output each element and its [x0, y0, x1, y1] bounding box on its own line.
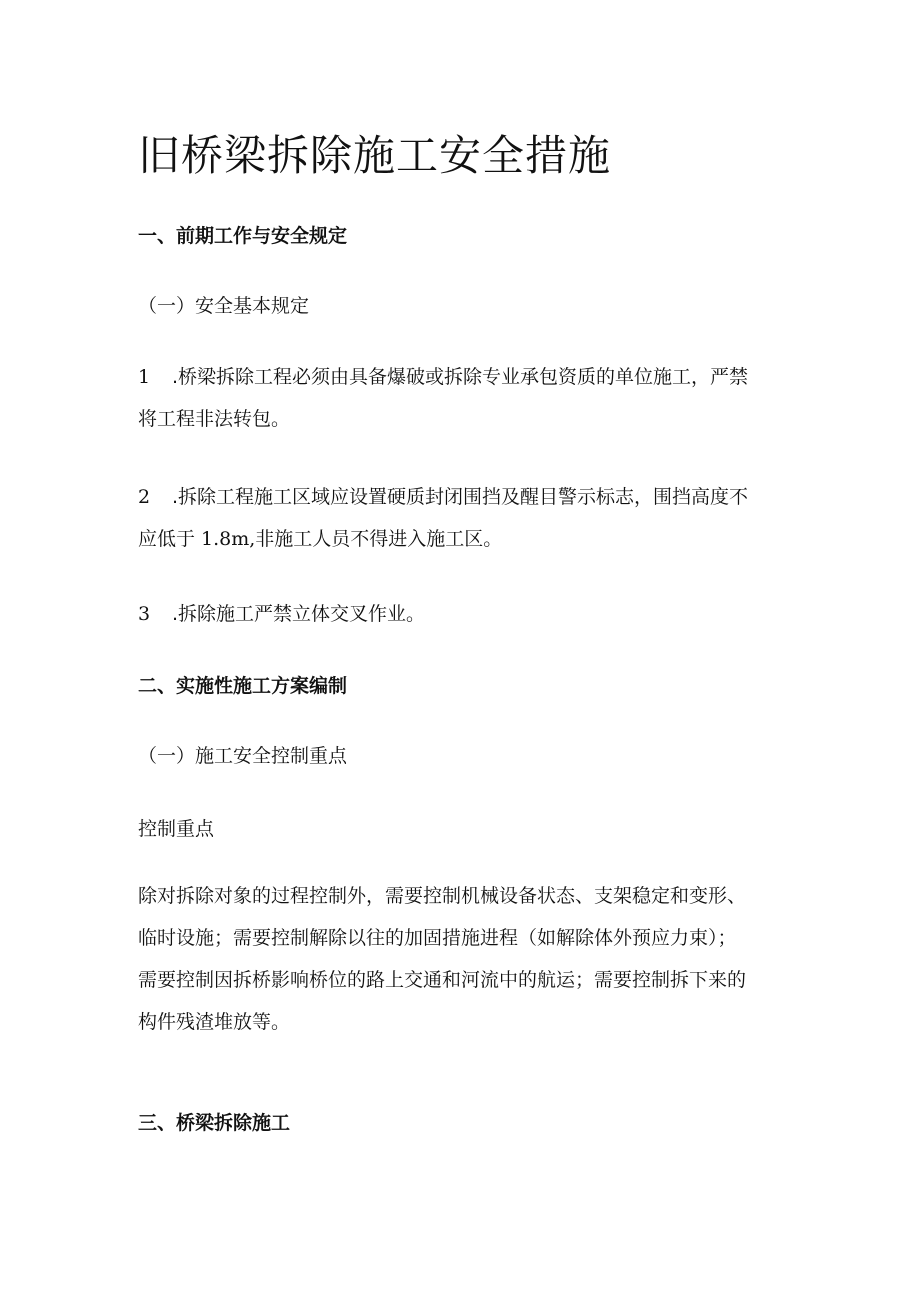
section-heading-3: 三、桥梁拆除施工 [138, 1112, 291, 1134]
list-item-1-text: .桥梁拆除工程必须由具备爆破或拆除专业承包资质的单位施工，严禁 [172, 366, 749, 388]
list-item-1 [138, 364, 798, 432]
paragraph-line-1: 除对拆除对象的过程控制外，需要控制机械设备状态、支架稳定和变形、 [138, 885, 747, 907]
control-points-label: 控制重点 [138, 818, 215, 840]
list-item-3 [138, 601, 798, 627]
list-item-3-text: .拆除施工严禁立体交叉作业。 [172, 603, 426, 625]
list-item-2-number: 2 [138, 486, 151, 508]
subsection-heading-2-1: （一）施工安全控制重点 [138, 745, 348, 767]
paragraph-line-4: 构件残渣堆放等。 [138, 1011, 291, 1033]
list-item-2-line-2-pre: 应低于 [138, 528, 196, 550]
section-heading-1: 一、前期工作与安全规定 [138, 225, 348, 247]
paragraph-line-2: 临时设施；需要控制解除以往的加固措施进程（如解除体外预应力束）； [138, 927, 737, 949]
list-item-2-line-2 [138, 526, 798, 552]
list-item-1-number: 1 [138, 366, 151, 388]
list-item-2-line-1 [138, 484, 798, 510]
list-item-2-text: .拆除工程施工区域应设置硬质封闭围挡及醒目警示标志，围挡高度不 [172, 486, 749, 508]
section-heading-2: 二、实施性施工方案编制 [138, 675, 348, 697]
list-item-2 [138, 484, 798, 552]
list-item-3-line-1 [138, 601, 798, 627]
list-item-3-number: 3 [138, 603, 151, 625]
list-item-1-line-1 [138, 364, 798, 390]
paragraph-line-3: 需要控制因拆桥影响桥位的路上交通和河流中的航运；需要控制拆下来的 [138, 969, 747, 991]
control-points-paragraph [138, 883, 798, 1035]
list-item-2-line-2-post: 非施工人员不得进入施工区。 [255, 528, 503, 550]
document-title: 旧桥梁拆除施工安全措施 [138, 131, 612, 180]
subsection-heading-1-1: （一）安全基本规定 [138, 295, 310, 317]
list-item-1-line-2: 将工程非法转包。 [138, 408, 291, 430]
list-item-2-height-value: 1.8m, [201, 528, 256, 550]
